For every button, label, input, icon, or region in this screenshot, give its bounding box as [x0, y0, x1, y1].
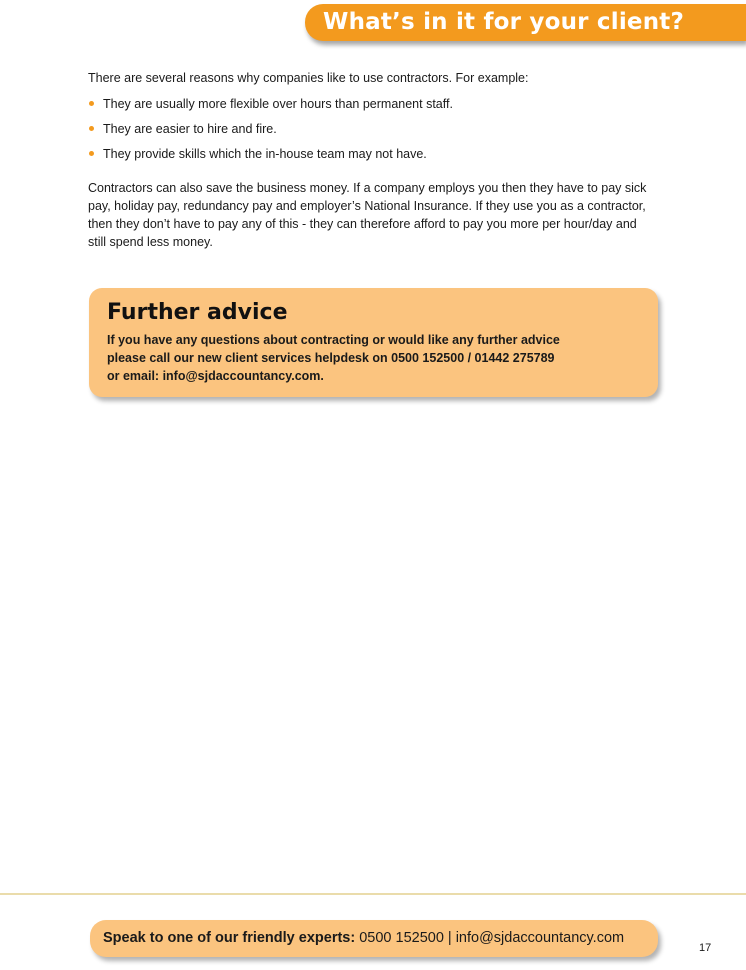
bullet-icon: [89, 101, 94, 106]
advice-title: Further advice: [107, 300, 288, 325]
list-item-text: They are usually more flexible over hours than permanent staff.: [103, 97, 453, 111]
savings-paragraph: Contractors can also save the business money. If a company employs you then they have to pay sick pay, holiday pay, redundancy pay and employer’s National Insurance. If they use you as a contractor, then they don’t have to pay any of this - they can therefore afford to pay you more per hour/day and still spend less money.: [88, 181, 647, 249]
further-advice-box: [89, 288, 658, 397]
section-header-banner: [305, 4, 746, 41]
advice-line: please call our new client services helpdesk on 0500 152500 / 01442 275789: [107, 351, 555, 365]
list-item: [88, 97, 453, 122]
footer-contact-banner: [90, 920, 658, 957]
page-number: 17: [699, 942, 712, 954]
reasons-list: [88, 97, 453, 172]
bullet-icon: [89, 126, 94, 131]
section-title: What’s in it for your client?: [323, 9, 685, 35]
footer-contact: 0500 152500 | info@sjdaccountancy.com: [359, 930, 625, 946]
intro-text: There are several reasons why companies like to use contractors. For example:: [88, 71, 529, 85]
list-item: [88, 147, 453, 172]
footer-divider: [0, 893, 746, 895]
advice-line: or email: info@sjdaccountancy.com.: [107, 369, 324, 383]
list-item: [88, 122, 453, 147]
list-item-text: They provide skills which the in-house team may not have.: [103, 147, 427, 161]
bullet-icon: [89, 151, 94, 156]
footer-label: Speak to one of our friendly experts:: [103, 930, 356, 946]
list-item-text: They are easier to hire and fire.: [103, 122, 277, 136]
advice-line: If you have any questions about contracting or would like any further advice: [107, 333, 560, 347]
